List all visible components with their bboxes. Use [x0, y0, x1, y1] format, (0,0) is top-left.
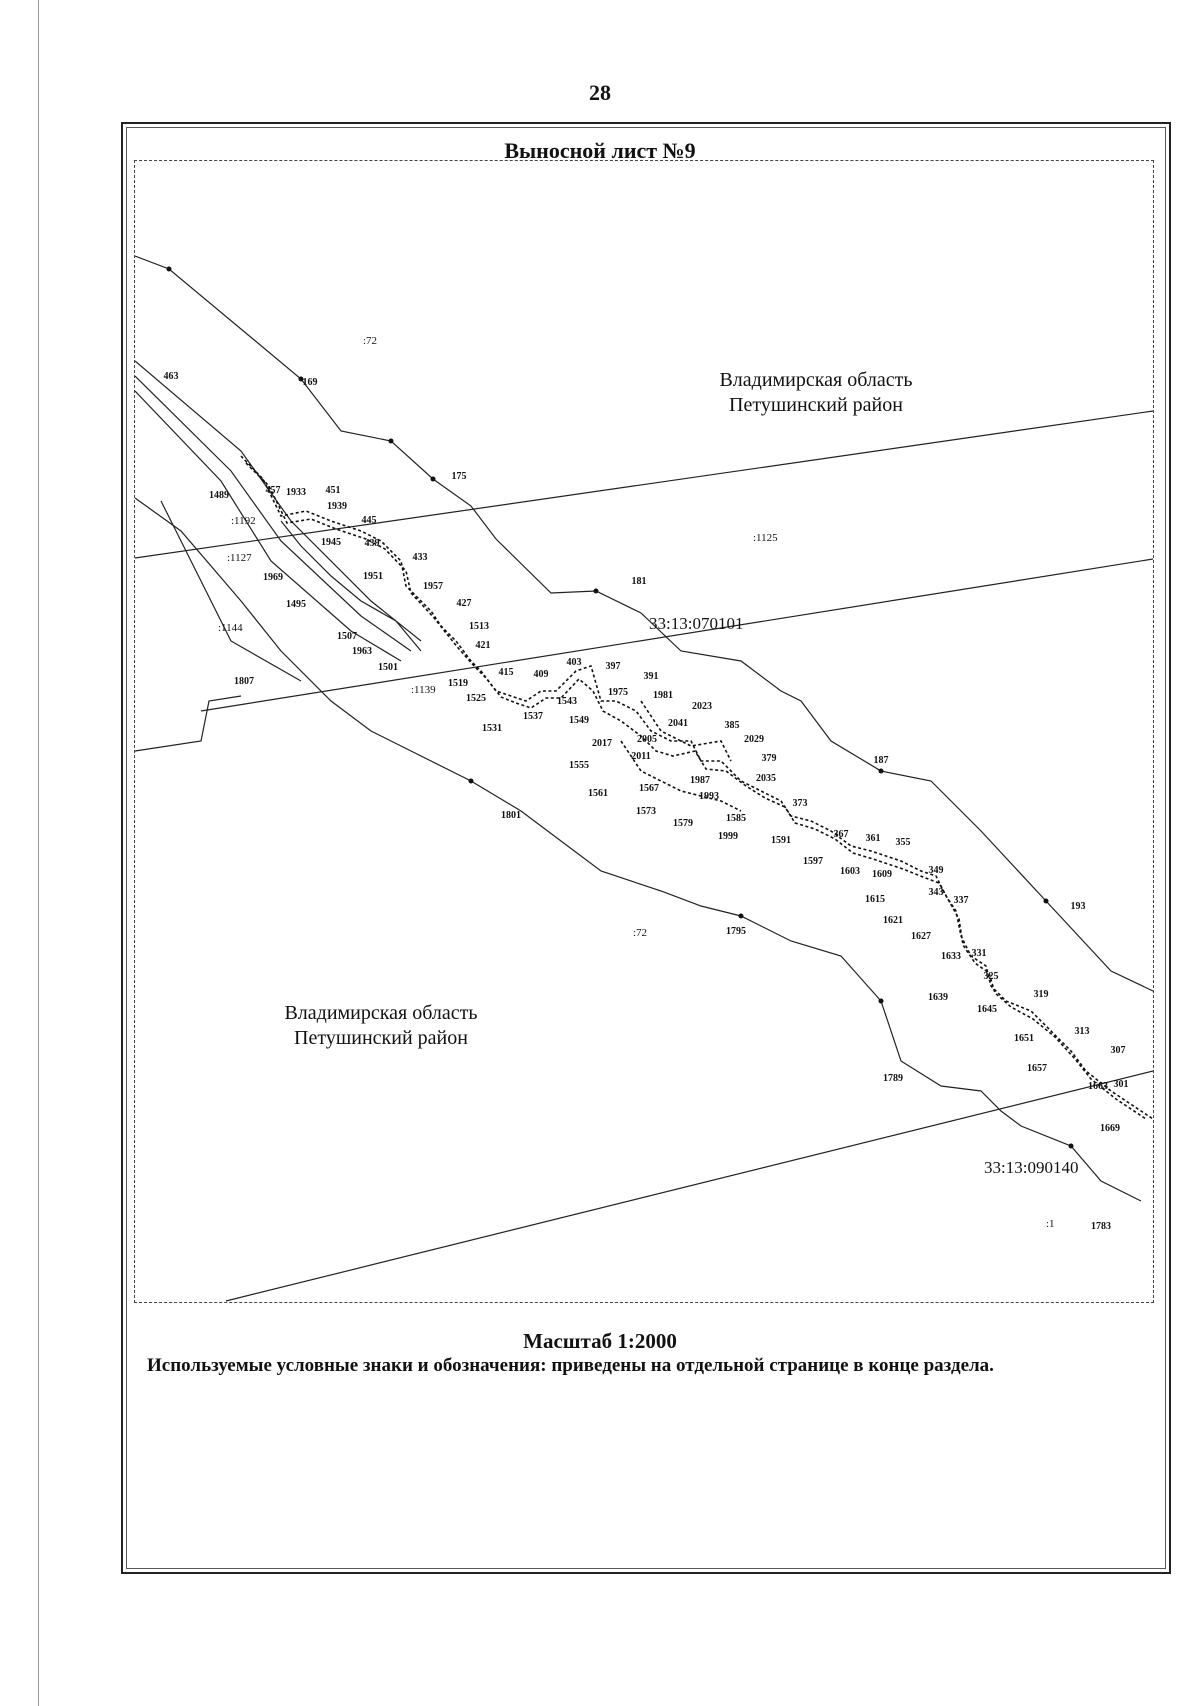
point-label-409: 409 [533, 669, 549, 680]
point-label-175: 175 [451, 471, 467, 482]
page-margin-line [38, 0, 39, 1706]
vertex-1801-marker [469, 779, 474, 784]
point-label-1543: 1543 [557, 696, 577, 707]
point-label-1591: 1591 [771, 835, 791, 846]
point-label-1633: 1633 [941, 951, 961, 962]
point-label-1615: 1615 [865, 894, 885, 905]
map-frame [134, 160, 1154, 1303]
cadastral-map [135, 161, 1153, 1302]
vertex-187-marker [879, 769, 884, 774]
point-label-1549: 1549 [569, 715, 589, 726]
point-label-2011: 2011 [631, 751, 651, 762]
quarter-label-090140: 33:13:090140 [984, 1158, 1079, 1177]
point-label-427: 427 [456, 598, 472, 609]
point-label-391: 391 [643, 671, 659, 682]
vertex-1795-marker [739, 914, 744, 919]
point-label-355: 355 [895, 837, 911, 848]
point-label-2035: 2035 [756, 773, 776, 784]
point-label-319: 319 [1033, 989, 1049, 1000]
parcel-label: :1 [1046, 1218, 1055, 1230]
point-label-2023: 2023 [692, 701, 712, 712]
point-label-1639: 1639 [928, 992, 948, 1003]
point-label-445: 445 [361, 515, 377, 526]
point-label-367: 367 [833, 829, 849, 840]
point-label-1939: 1939 [327, 501, 347, 512]
point-label-451: 451 [325, 485, 341, 496]
point-label-1663: 1663 [1088, 1081, 1108, 1092]
vertex-181-marker [594, 589, 599, 594]
point-label-193: 193 [1070, 901, 1086, 912]
point-label-1651: 1651 [1014, 1033, 1034, 1044]
point-label-463: 463 [163, 371, 179, 382]
point-label-331: 331 [971, 948, 987, 959]
point-label-313: 313 [1074, 1026, 1090, 1037]
point-label-1555: 1555 [569, 760, 589, 771]
point-label-373: 373 [792, 798, 808, 809]
point-label-457: 457 [265, 485, 281, 496]
point-label-1957: 1957 [423, 581, 443, 592]
region-bottom-line2: Петушинский район [294, 1027, 468, 1049]
region-bottom-line1: Владимирская область [284, 1002, 478, 1024]
point-label-301: 301 [1113, 1079, 1129, 1090]
route-parallel-line-1 [135, 361, 421, 641]
point-label-1603: 1603 [840, 866, 860, 877]
parcel-label: :1125 [753, 532, 778, 544]
parcel-label: :1144 [218, 622, 243, 634]
point-label-1573: 1573 [636, 806, 656, 817]
sheet-title: Выносной лист №9 [504, 138, 696, 163]
point-label-1579: 1579 [673, 818, 693, 829]
parcel-label: :1192 [231, 515, 256, 527]
point-label-397: 397 [605, 661, 621, 672]
point-label-349: 349 [928, 865, 944, 876]
point-label-379: 379 [761, 753, 777, 764]
point-label-2017: 2017 [592, 738, 612, 749]
point-label-2029: 2029 [744, 734, 764, 745]
point-label-1645: 1645 [977, 1004, 997, 1015]
region-top-line2: Петушинский район [729, 394, 903, 416]
quarter-boundary-line-1 [135, 411, 1153, 558]
vertex-169-marker [167, 267, 172, 272]
vertex-marker [389, 439, 394, 444]
point-label-1531: 1531 [482, 723, 502, 734]
point-label-1585: 1585 [726, 813, 746, 824]
point-label-1801: 1801 [501, 810, 521, 821]
point-label-403: 403 [566, 657, 582, 668]
point-label-433: 433 [412, 552, 428, 563]
point-label-385: 385 [724, 720, 740, 731]
corridor-boundary-upper [135, 256, 1153, 991]
point-label-1489: 1489 [209, 490, 229, 501]
point-label-1657: 1657 [1027, 1063, 1047, 1074]
point-label-1789: 1789 [883, 1073, 903, 1084]
route-loop-c [641, 701, 731, 761]
vertex-1783-marker [1069, 1144, 1074, 1149]
parcel-label: :72 [363, 335, 378, 347]
region-top-line1: Владимирская область [719, 369, 913, 391]
point-label-1933: 1933 [286, 487, 306, 498]
page-number: 28 [589, 80, 611, 105]
parcel-label: :72 [633, 927, 648, 939]
point-label-1981: 1981 [653, 690, 673, 701]
point-label-187: 187 [873, 755, 889, 766]
point-label-307: 307 [1110, 1045, 1126, 1056]
route-parallel-line-2 [135, 376, 411, 651]
point-label-421: 421 [475, 640, 491, 651]
point-labels [164, 371, 1129, 1232]
point-label-1999: 1999 [718, 831, 738, 842]
point-label-1987: 1987 [690, 775, 710, 786]
point-label-1561: 1561 [588, 788, 608, 799]
point-label-1963: 1963 [352, 646, 372, 657]
legend-note: Используемые условные знаки и обозначения: приведены на отдельной странице в конце раздела. [147, 1355, 994, 1376]
point-label-1807: 1807 [234, 676, 254, 687]
point-label-1597: 1597 [803, 856, 823, 867]
point-label-1975: 1975 [608, 687, 628, 698]
point-label-325: 325 [983, 971, 999, 982]
vertex-193-marker [1044, 899, 1049, 904]
point-label-1501: 1501 [378, 662, 398, 673]
point-label-361: 361 [865, 833, 881, 844]
point-label-1495: 1495 [286, 599, 306, 610]
boundary-lines [135, 256, 1153, 1301]
point-label-343: 343 [928, 887, 944, 898]
point-label-415: 415 [498, 667, 514, 678]
point-label-1507: 1507 [337, 631, 357, 642]
point-label-1519: 1519 [448, 678, 468, 689]
point-label-1993: 1993 [699, 791, 719, 802]
point-label-2041: 2041 [668, 718, 688, 729]
point-label-1513: 1513 [469, 621, 489, 632]
point-label-1627: 1627 [911, 931, 931, 942]
point-label-1669: 1669 [1100, 1123, 1120, 1134]
point-label-1525: 1525 [466, 693, 486, 704]
map-scale: Масштаб 1:2000 [523, 1329, 677, 1353]
vertex-175-marker [431, 477, 436, 482]
point-label-1537: 1537 [523, 711, 543, 722]
quarter-label-070101: 33:13:070101 [649, 614, 744, 633]
parcel-label: :1127 [227, 552, 252, 564]
point-label-181: 181 [631, 576, 647, 587]
point-label-337: 337 [953, 895, 969, 906]
point-label-1945: 1945 [321, 537, 341, 548]
point-label-1609: 1609 [872, 869, 892, 880]
quarter-boundary-line-4 [226, 1071, 1153, 1301]
point-label-169: 169 [302, 377, 318, 388]
point-label-1951: 1951 [363, 571, 383, 582]
point-label-2005: 2005 [637, 734, 657, 745]
point-label-1795: 1795 [726, 926, 746, 937]
point-label-1567: 1567 [639, 783, 659, 794]
point-label-439: 439 [364, 538, 380, 549]
parcel-label: :1139 [411, 684, 436, 696]
point-label-1969: 1969 [263, 572, 283, 583]
point-label-1621: 1621 [883, 915, 903, 926]
quarter-boundary-line-3 [135, 696, 241, 751]
point-label-1783: 1783 [1091, 1221, 1111, 1232]
tie-line [161, 501, 301, 681]
vertex-1789-marker [879, 999, 884, 1004]
